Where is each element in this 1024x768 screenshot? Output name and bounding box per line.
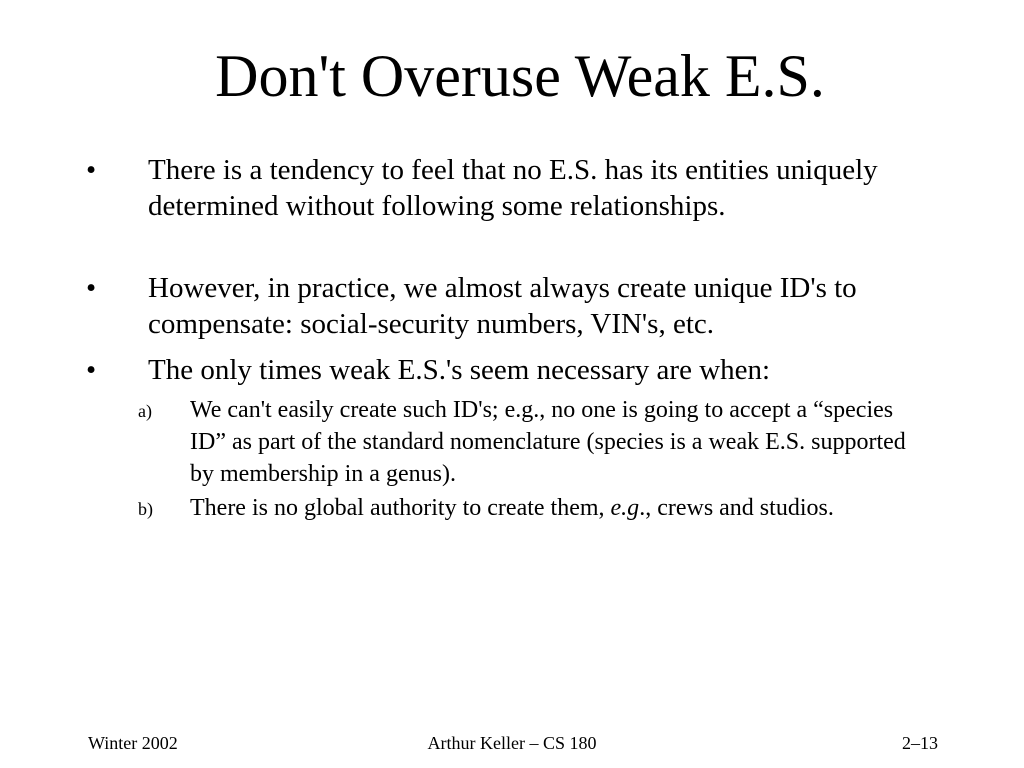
bullet-marker: •: [86, 354, 97, 386]
sub-item-text-start: There is no global authority to create them,: [190, 495, 611, 521]
sub-item-text-end: ., crews and studios.: [639, 495, 834, 521]
bullet-text: There is a tendency to feel that no E.S. has its entities uniquely determined without following some relationships.: [148, 154, 878, 222]
sub-item-marker: b): [138, 499, 153, 519]
bullet-text: However, in practice, we almost always create unique ID's to compensate: social-security numbers, VIN's, etc.: [148, 272, 857, 340]
sub-item-text-italic: e.g: [610, 495, 640, 521]
bullet-marker: •: [86, 272, 97, 304]
bullet-marker: •: [86, 154, 97, 186]
bullet-text: The only times weak E.S.'s seem necessary are when:: [148, 354, 771, 386]
footer-date: Winter 2002: [88, 733, 178, 753]
footer-slide-number: 2–13: [902, 733, 938, 753]
footer-author-course: Arthur Keller – CS 180: [427, 733, 597, 753]
slide-title: Don't Overuse Weak E.S.: [215, 43, 825, 109]
sub-item-marker: a): [138, 401, 152, 421]
sub-item-text: [190, 492, 925, 524]
sub-item-text: We can't easily create such ID's; e.g., no one is going to accept a “species ID” as part of the standard nomenclature (species is a weak E.S. supported by membership in a genus).: [190, 397, 906, 487]
